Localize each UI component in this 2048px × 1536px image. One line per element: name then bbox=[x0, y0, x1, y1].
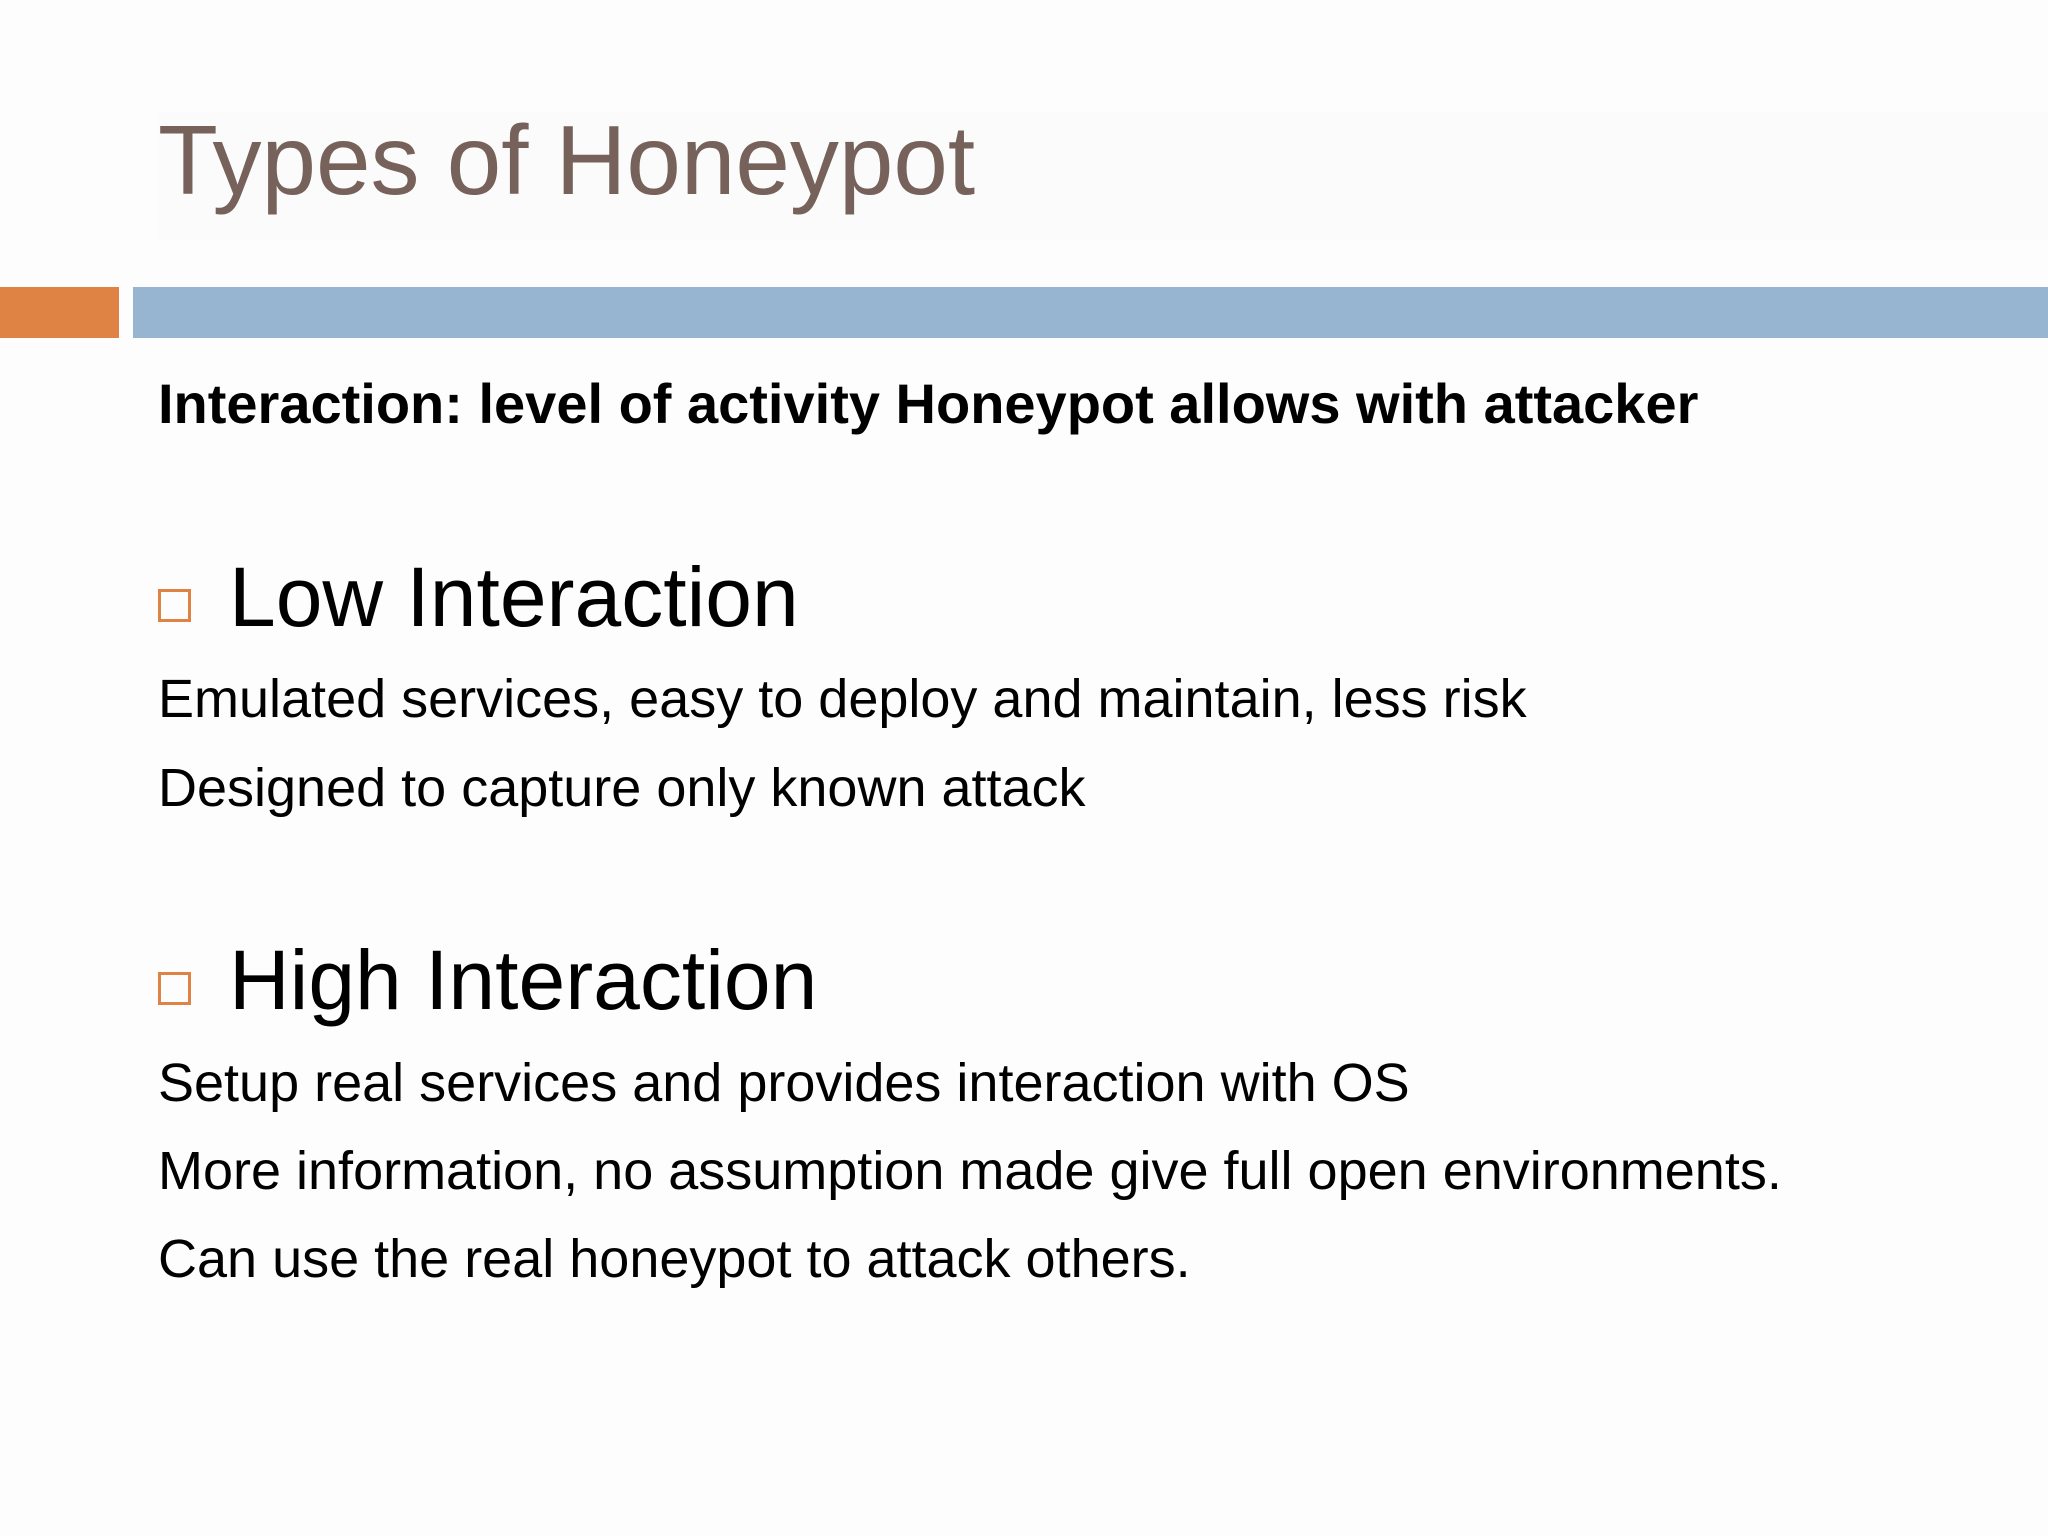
slide-title: Types of Honeypot bbox=[158, 105, 976, 215]
low-interaction-line-1: Emulated services, easy to deploy and maintain, less risk bbox=[158, 669, 1527, 729]
accent-bar-blue bbox=[133, 287, 2048, 338]
accent-bar-orange bbox=[0, 287, 119, 338]
high-interaction-line-2: More information, no assumption made give full open environments. bbox=[158, 1141, 1782, 1201]
high-interaction-heading-text: High Interaction bbox=[229, 933, 818, 1027]
low-interaction-heading-text: Low Interaction bbox=[229, 550, 799, 644]
hollow-square-bullet-icon bbox=[158, 589, 191, 622]
low-interaction-line-2: Designed to capture only known attack bbox=[158, 758, 1086, 818]
low-interaction-heading bbox=[158, 549, 799, 646]
high-interaction-line-1: Setup real services and provides interaction with OS bbox=[158, 1053, 1410, 1113]
interaction-definition: Interaction: level of activity Honeypot allows with attacker bbox=[158, 372, 1699, 435]
high-interaction-heading bbox=[158, 932, 817, 1029]
hollow-square-bullet-icon bbox=[158, 972, 191, 1005]
high-interaction-line-3: Can use the real honeypot to attack others. bbox=[158, 1229, 1191, 1289]
